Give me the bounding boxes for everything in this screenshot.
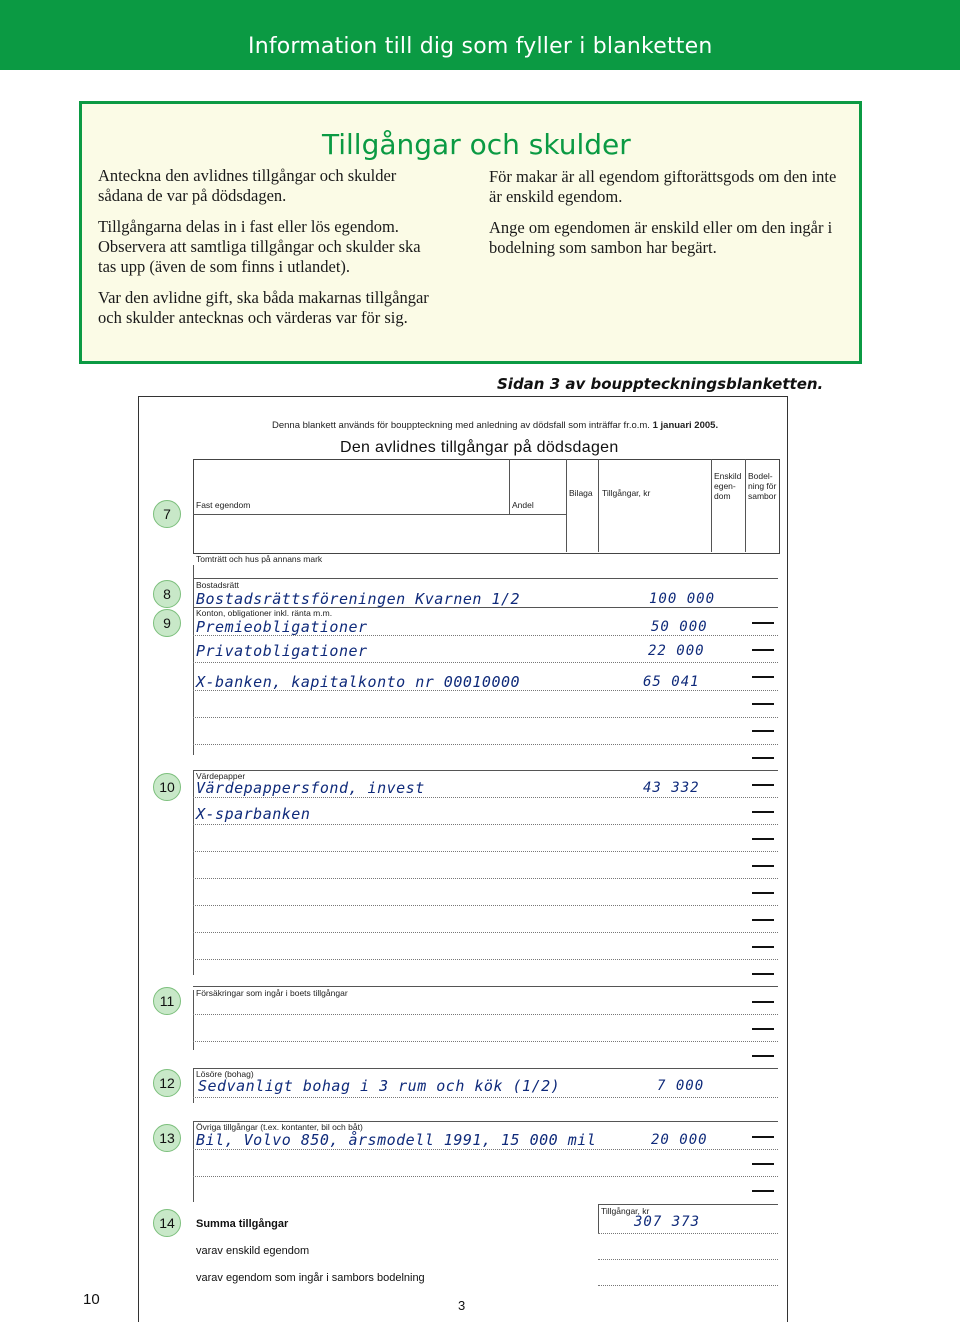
bostadsratt-label: Bostadsrätt xyxy=(196,580,239,590)
section-number: 13 xyxy=(153,1124,181,1152)
section-number: 8 xyxy=(153,580,181,608)
column-tillgangar: Tillgångar, kr xyxy=(602,488,651,498)
konton-amount-3: 65 041 xyxy=(643,674,700,690)
section-number: 14 xyxy=(153,1209,181,1237)
summa-amount: 307 373 xyxy=(634,1214,701,1230)
column-bodelning: Bodel- ning för sambor xyxy=(748,471,777,501)
summa-label: Summa tillgångar xyxy=(196,1218,289,1230)
tomtratt-label: Tomträtt och hus på annans mark xyxy=(196,554,323,564)
info-paragraph: Observera att samtliga tillgångar och skulder ska tas upp (även de som finns i utlandet). xyxy=(98,237,421,276)
info-paragraph: Anteckna den avlidnes tillgångar och skulder sådana de var på dödsdagen. xyxy=(98,166,397,205)
column-enskild: Enskild egen- dom xyxy=(714,471,742,501)
page-header-title: Information till dig som fyller i blanketten xyxy=(248,34,713,59)
vardepapper-entry-1: Värdepappersfond, invest xyxy=(196,779,425,797)
form-title: Den avlidnes tillgångar på dödsdagen xyxy=(340,439,619,456)
column-fast-egendom: Fast egendom xyxy=(196,500,251,510)
form-notice: Denna blankett används för bouppteckning med anledning av dödsfall som inträffar fr.o.m. 1 januari 2005. xyxy=(272,420,719,431)
page-number: 10 xyxy=(83,1291,100,1308)
section-number: 11 xyxy=(153,987,181,1015)
konton-amount-2: 22 000 xyxy=(648,643,705,659)
losore-amount: 7 000 xyxy=(657,1078,705,1094)
info-left-column xyxy=(98,166,443,339)
ovriga-label: Övriga tillgångar (t.ex. kontanter, bil och båt) xyxy=(196,1122,363,1132)
asset-table-header xyxy=(193,459,780,554)
form-page-number: 3 xyxy=(458,1298,466,1313)
info-paragraph: Tillgångarna delas in i fast eller lös egendom. xyxy=(98,217,399,236)
info-paragraph: För makar är all egendom giftorättsgods om den inte är enskild egendom. xyxy=(489,167,837,206)
konton-entry-1: Premieobligationer xyxy=(196,618,368,636)
info-right-column xyxy=(489,167,849,269)
losore-entry: Sedvanligt bohag i 3 rum och kök (1/2) xyxy=(198,1077,561,1095)
section-number: 10 xyxy=(153,773,181,801)
forsakringar-label: Försäkringar som ingår i boets tillgångar xyxy=(196,988,348,998)
vardepapper-label: Värdepapper xyxy=(196,771,246,781)
section-number: 7 xyxy=(153,500,181,528)
vardepapper-entry-2: X-sparbanken xyxy=(196,805,311,823)
info-box-title: Tillgångar och skulder xyxy=(322,128,631,161)
page-reference: Sidan 3 av bouppteckningsblanketten. xyxy=(497,375,824,393)
varav-enskild-label: varav enskild egendom xyxy=(196,1245,310,1257)
ovriga-amount: 20 000 xyxy=(651,1132,708,1148)
section-number: 12 xyxy=(153,1069,181,1097)
info-paragraph: Var den avlidne gift, ska båda makarnas tillgångar och skulder antecknas och värderas var för sig. xyxy=(98,288,429,327)
konton-entry-2: Privatobligationer xyxy=(196,642,368,660)
ovriga-entry: Bil, Volvo 850, årsmodell 1991, 15 000 mil xyxy=(196,1131,597,1149)
column-andel: Andel xyxy=(512,500,534,510)
losore-label: Lösöre (bohag) xyxy=(196,1069,254,1079)
summa-column-label: Tillgångar, kr xyxy=(601,1206,650,1216)
info-paragraph: Ange om egendomen är enskild eller om den ingår i bodelning som sambon har begärt. xyxy=(489,218,833,257)
varav-sambor-label: varav egendom som ingår i sambors bodelning xyxy=(196,1272,425,1284)
section-number: 9 xyxy=(153,609,181,637)
bostadsratt-amount: 100 000 xyxy=(649,591,716,607)
vardepapper-amount-1: 43 332 xyxy=(643,780,700,796)
column-bilaga: Bilaga xyxy=(569,488,593,498)
bostadsratt-entry: Bostadsrättsföreningen Kvarnen 1/2 xyxy=(196,590,521,608)
konton-amount-1: 50 000 xyxy=(651,619,708,635)
konton-label: Konton, obligationer inkl. ränta m.m. xyxy=(196,608,333,618)
konton-entry-3: X-banken, kapitalkonto nr 00010000 xyxy=(196,673,521,691)
